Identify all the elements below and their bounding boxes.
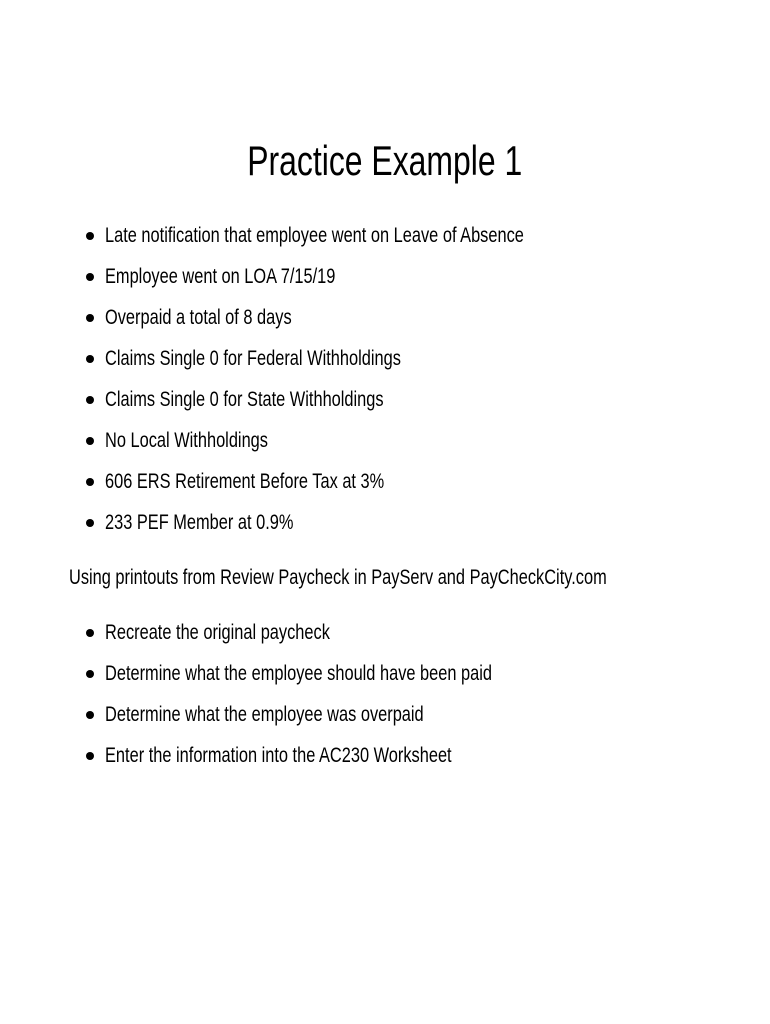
list-item-text: Claims Single 0 for Federal Withholdings (105, 347, 401, 370)
list-item-text: Determine what the employee should have been paid (105, 662, 493, 685)
instructions-intro: Using printouts from Review Paycheck in PayServ and PayCheckCity.com (69, 566, 607, 589)
list-item-text: 233 PEF Member at 0.9% (105, 511, 294, 534)
list-item-text: Claims Single 0 for State Withholdings (105, 388, 384, 411)
bullet-icon (86, 314, 94, 322)
list-item-text: Overpaid a total of 8 days (105, 306, 292, 329)
list-item-text: Enter the information into the AC230 Worksheet (105, 744, 452, 767)
list-item-text: No Local Withholdings (105, 429, 268, 452)
bullet-icon (86, 396, 94, 404)
bullet-icon (86, 711, 94, 719)
page-title: Practice Example 1 (247, 137, 523, 184)
bullet-icon (86, 519, 94, 527)
bullet-icon (86, 273, 94, 281)
bullet-icon (86, 232, 94, 240)
bullet-icon (86, 478, 94, 486)
bullet-icon (86, 752, 94, 760)
bullet-icon (86, 437, 94, 445)
bullet-icon (86, 670, 94, 678)
bullet-icon (86, 629, 94, 637)
bullet-icon (86, 355, 94, 363)
list-item-text: Determine what the employee was overpaid (105, 703, 424, 726)
list-item-text: Recreate the original paycheck (105, 621, 330, 644)
list-item-text: Employee went on LOA 7/15/19 (105, 265, 336, 288)
list-item-text: Late notification that employee went on Leave of Absence (105, 224, 524, 247)
list-item-text: 606 ERS Retirement Before Tax at 3% (105, 470, 385, 493)
